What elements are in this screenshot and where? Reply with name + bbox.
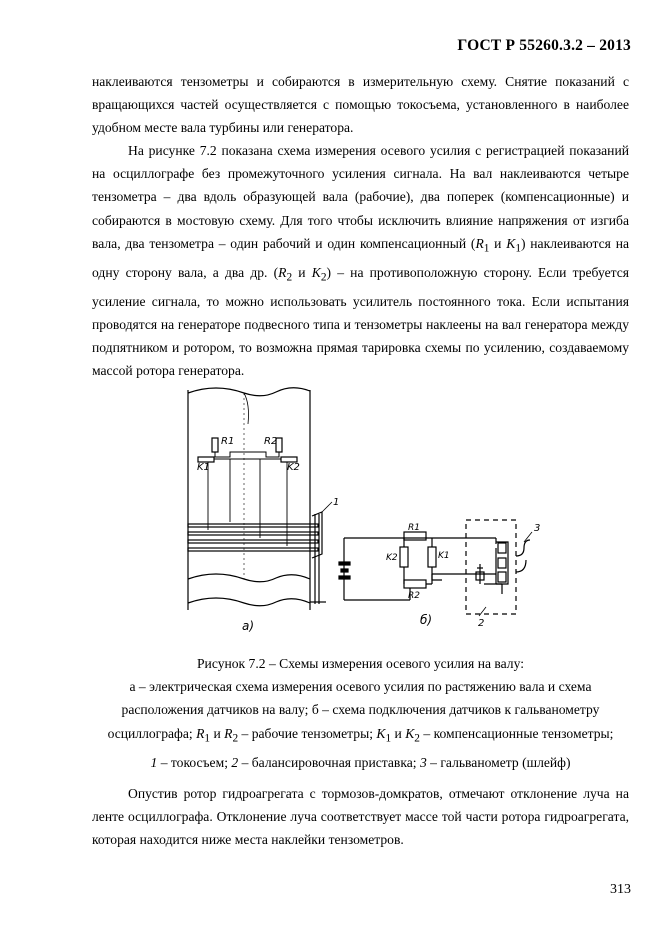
caption-title: Рисунок 7.2 – Схемы измерения осевого усилия на валу:	[197, 656, 524, 671]
resistor-r1	[404, 532, 426, 540]
caption-line-2: расположения датчиков на валу; б – схема подключения датчиков к гальванометру	[121, 702, 600, 718]
label-r2-b: R2	[408, 591, 420, 601]
galvanometer	[516, 540, 530, 556]
slip-ring-4	[188, 548, 318, 551]
subfigure-a-label: а)	[242, 619, 255, 633]
label-r2: R2	[264, 436, 278, 447]
resistor-k1	[428, 547, 436, 567]
gauge-r1	[212, 438, 218, 452]
caption-line-3: осциллографа; $R_1$ и $R_2$ – рабочие тензометры; $K_1$ и $K_2$ – компенсационные тензометры;	[107, 725, 614, 745]
figure-7-2	[180, 384, 540, 639]
paragraph-3: Опустив ротор гидроагрегата с тормозов-домкратов, отмечают отклонение луча на ленте осциллографа. Отклонение луча соответствует массе той части ротора гидроагрегата, которая находится ниже места наклейки тензометров.	[92, 786, 629, 848]
shaft-bottom-break-1	[188, 574, 310, 582]
figure-caption	[92, 652, 629, 774]
label-r1: R1	[221, 436, 235, 447]
slip-ring-2	[188, 532, 318, 535]
label-k1-b: K1	[438, 551, 450, 561]
shaft-top-break	[188, 388, 310, 396]
resistor-k2	[400, 547, 408, 567]
label-r1-b: R1	[408, 523, 420, 533]
label-k1: K1	[197, 462, 210, 473]
label-1: 1	[333, 497, 340, 508]
paragraph-1: наклеиваются тензометры и собираются в измерительную схему. Снятие показаний с вращающихся частей осуществляется с помощью токосъема, установленного в наиболее удобном месте вала турбины или генератора.	[92, 74, 629, 136]
document-header: ГОСТ Р 55260.3.2 – 2013	[457, 37, 631, 54]
label-k2: K2	[287, 462, 300, 473]
label-k2-b: K2	[386, 553, 398, 563]
label-3: 3	[534, 523, 540, 534]
subfigure-b-label: б)	[420, 613, 433, 627]
shaft-bottom-break-2	[188, 598, 310, 606]
resistor-r2	[404, 580, 426, 588]
measurement-scheme-diagram	[180, 384, 540, 639]
paragraph-2: На рисунке 7.2 показана схема измерения осевого усилия с регистрацией показаний на осциллографе без промежуточного усиления сигнала. На вал наклеиваются четыре тензометра – два вдоль образующей вала (рабочие), два поперек (компенсационные) и собираются в мостовую схему. Для того чтобы исключить влияние напряжения от изгиба вала, два тензометра – один рабочий и один компенсационный ($R_1$ и $K_1$) наклеиваются на одну сторону вала, а два др. ($R_2$ и $K_2$) – на противоположную сторону. Если требуется усиление сигнала, то можно использовать усилитель постоянного тока. Если испытания проводятся на генераторе подвесного типа и тензометры наклеены на вал генератора между подпятником и ротором, то возможна прямая тарировка схемы по усилению, создаваемому массой ротора генератора.	[92, 143, 629, 379]
slip-ring-1	[188, 524, 318, 527]
page-number: 313	[610, 882, 631, 897]
label-2: 2	[478, 618, 485, 629]
caption-line-4: 1 – токосъем; 2 – балансировочная приставка; 3 – гальванометр (шлейф)	[150, 754, 571, 770]
slip-ring-3	[188, 540, 318, 543]
caption-line-1: а – электрическая схема измерения осевого усилия по растяжению вала и схема	[129, 679, 592, 695]
